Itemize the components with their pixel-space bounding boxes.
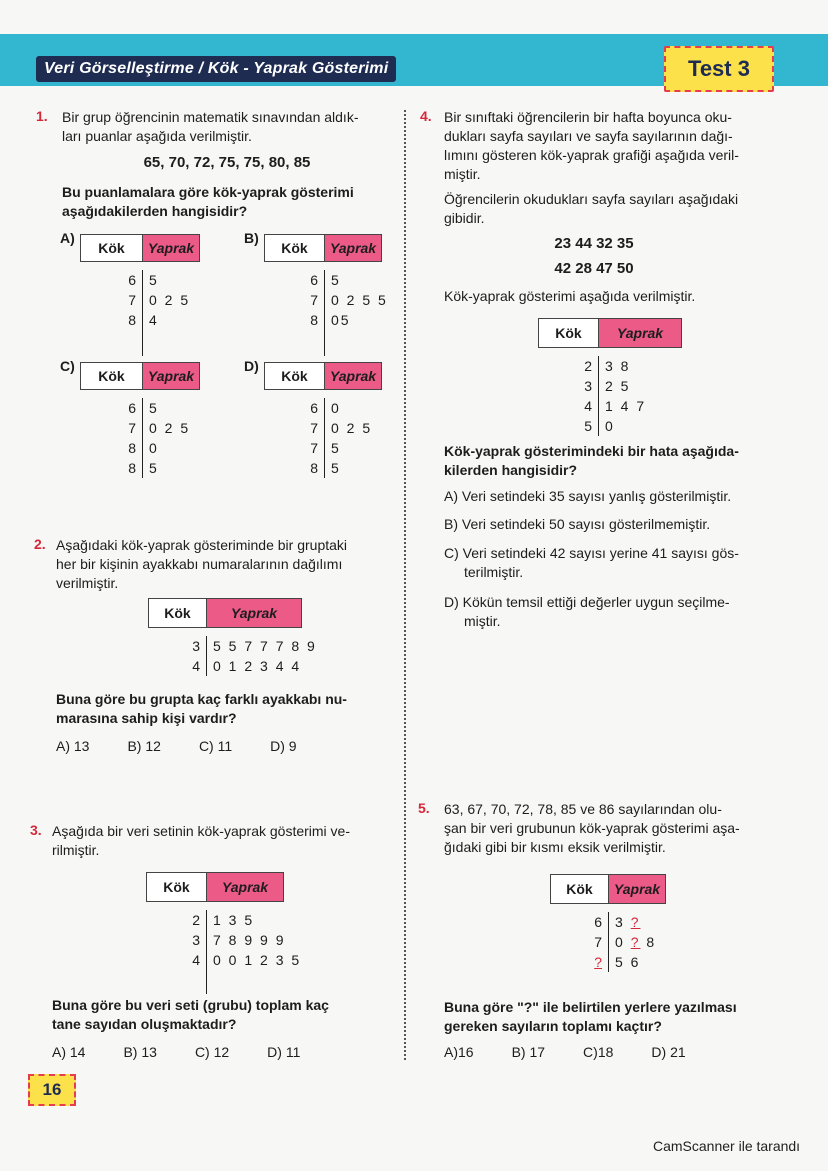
stem-cell: 7 [128,420,136,436]
q5-number: 5. [418,800,430,816]
q1-option-b-table [264,234,388,330]
q5-choice-d[interactable]: D) 21 [651,1044,686,1060]
leaf-header: Yaprak [206,598,302,628]
stem-cell: 7 [310,440,318,456]
q5-choices [444,1044,724,1060]
leaf-digits: 8 [640,934,657,950]
stem-cell: 4 [584,398,592,414]
q1-line2: ları puanlar aşağıda verilmiştir. [62,128,252,144]
q4-line1: Bir sınıftaki öğrencilerin bir hafta boyunca oku- [444,109,732,125]
leaf-cell: 0 1 2 3 4 4 [206,656,301,676]
scanner-watermark: CamScanner ile tarandı [653,1138,801,1154]
test-badge: Test 3 [664,46,774,92]
leaf-cell: 0 2 5 5 [324,290,388,310]
q4-line6: gibidir. [444,210,485,226]
q5-question [444,998,782,1036]
stem-cell: 7 [594,934,602,950]
leaf-cell [608,912,640,932]
q4-data-row2: 42 28 47 50 [554,260,634,277]
q3-choices [52,1044,338,1060]
q1-text [62,108,392,146]
q3-line2: rilmiştir. [52,842,100,858]
q3-ask2: tane sayıdan oluşmaktadır? [52,1016,237,1032]
q4-option-c-line2: terilmiştir. [464,564,524,580]
leaf-cell: 0 [142,438,159,458]
q2-question [56,690,396,728]
stem-cell: 5 [584,418,592,434]
leaf-cell: 1 3 5 [206,910,254,930]
q2-choices [56,738,335,754]
leaf-header: Yaprak [206,872,284,902]
q1-option-b-label[interactable]: B) [244,230,259,246]
stem-cell: 8 [310,312,318,328]
q4-option-b[interactable]: B) Veri setindeki 50 sayısı gösterilmemiştir. [444,516,711,532]
q1-number: 1. [36,108,48,124]
page-number: 16 [28,1074,76,1106]
stem-cell: 6 [310,272,318,288]
leaf-cell: 3 8 [598,356,630,376]
stem-cell: 8 [128,440,136,456]
leaf-header: Yaprak [598,318,682,348]
leaf-cell: 2 5 [598,376,630,396]
leaf-cell: 5 [142,458,159,478]
stem-header: Kök [80,234,142,262]
q1-option-a-label[interactable]: A) [60,230,75,246]
q5-choice-a[interactable]: A)16 [444,1044,474,1060]
leaf-cell: 0 [598,416,615,436]
stem-cell: 3 [192,932,200,948]
leaf-header: Yaprak [142,234,200,262]
column-divider [404,110,406,1060]
q1-line1: Bir grup öğrencinin matematik sınavından aldık- [62,109,359,125]
stem-cell: 7 [310,292,318,308]
leaf-cell: 0 2 5 [142,418,190,438]
stem-cell: 8 [128,460,136,476]
stem-cell: 3 [192,638,200,654]
q2-line1: Aşağıdaki kök-yaprak gösteriminde bir gruptaki [56,537,348,553]
q2-stem-leaf-table [148,598,317,676]
q3-choice-b[interactable]: B) 13 [123,1044,157,1060]
q3-line1: Aşağıda bir veri setinin kök-yaprak gösterimi ve- [52,823,351,839]
q5-ask1: Buna göre "?" ile belirtilen yerlere yazılması [444,999,737,1015]
q4-line4: miştir. [444,166,481,182]
missing-leaf: ? [630,914,641,930]
q5-choice-c[interactable]: C)18 [583,1044,614,1060]
stem-cell: 2 [584,358,592,374]
q1-option-d-table [264,362,382,478]
q3-choice-a[interactable]: A) 14 [52,1044,86,1060]
q4-question [444,442,782,480]
stem-header: Kök [146,872,206,902]
leaf-digits: 0 [615,934,631,950]
stem-header: Kök [80,362,142,390]
leaf-cell: 0 0 1 2 3 5 [206,950,301,970]
leaf-cell: 5 6 [608,952,640,972]
q1-ask1: Bu puanlamalara göre kök-yaprak gösterimi [62,184,354,200]
stem-cell: 6 [128,272,136,288]
stem-header: Kök [264,234,324,262]
q4-stem-leaf-table [538,318,682,436]
q3-number: 3. [30,822,42,838]
q3-choice-d[interactable]: D) 11 [267,1044,301,1060]
stem-cell: 3 [584,378,592,394]
q4-option-a[interactable]: A) Veri setindeki 35 sayısı yanlış gösterilmiştir. [444,488,732,504]
leaf-cell: 5 [324,270,341,290]
leaf-cell: 0 [324,398,341,418]
leaf-cell: 4 [142,310,159,330]
stem-header: Kök [148,598,206,628]
q5-ask2: gereken sayıların toplamı kaçtır? [444,1018,662,1034]
stem-cell: 6 [310,400,318,416]
q3-ask1: Buna göre bu veri seti (grubu) toplam kaç [52,997,329,1013]
q2-line3: verilmiştir. [56,575,119,591]
leaf-cell: 0 2 5 [142,290,190,310]
leaf-cell: 1 4 7 [598,396,646,416]
q2-choice-d[interactable]: D) 9 [270,738,297,754]
stem-header: Kök [550,874,608,904]
q1-option-c-table [80,362,200,478]
leaf-header: Yaprak [324,362,382,390]
leaf-cell: 5 [324,458,341,478]
q4-ask1: Kök-yaprak gösterimindeki bir hata aşağıda- [444,443,739,459]
q2-text [56,536,392,593]
q1-option-d-label[interactable]: D) [244,358,259,374]
leaf-header: Yaprak [608,874,666,904]
q4-line5: Öğrencilerin okudukları sayfa sayıları aşağıdaki [444,191,739,207]
leaf-cell: 7 8 9 9 9 [206,930,286,950]
q4-data-row1: 23 44 32 35 [554,235,634,252]
leaf-cell: 5 5 7 7 7 8 9 [206,636,317,656]
leaf-header: Yaprak [142,362,200,390]
stem-cell: 7 [310,420,318,436]
leaf-cell [608,932,656,952]
q1-question [62,183,392,221]
leaf-header: Yaprak [324,234,382,262]
leaf-digits: 3 [615,914,631,930]
q5-line3: ğıdaki gibi bir kısmı eksik verilmiştir. [444,839,666,855]
q5-line1: 63, 67, 70, 72, 78, 85 ve 86 sayılarından olu- [444,801,722,817]
stem-header: Kök [538,318,598,348]
leaf-cell: 5 [142,398,159,418]
q4-ask2: kilerden hangisidir? [444,462,578,478]
stem-cell: 2 [192,912,200,928]
q4-intro: Kök-yaprak gösterimi aşağıda verilmiştir. [444,288,696,304]
leaf-cell: 05 [324,310,351,330]
q4-option-d-line1: D) Kökün temsil ettiği değerler uygun seçilme- [444,594,730,610]
leaf-cell: 0 2 5 [324,418,372,438]
q4-option-d[interactable] [444,593,782,631]
stem-cell: 6 [594,914,602,930]
q2-choice-a[interactable]: A) 13 [56,738,90,754]
missing-stem: ? [594,954,602,970]
q5-line2: şan bir veri grubunun kök-yaprak gösterimi aşa- [444,820,740,836]
stem-cell: 4 [192,952,200,968]
stem-cell: 6 [128,400,136,416]
q1-data: 65, 70, 72, 75, 75, 80, 85 [143,154,311,171]
missing-leaf: ? [630,934,641,950]
stem-header: Kök [264,362,324,390]
q4-text [444,108,782,228]
leaf-cell: 5 [142,270,159,290]
stem-cell: 4 [192,658,200,674]
q2-choice-c[interactable]: C) 11 [198,738,233,754]
q1-ask2: aşağıdakilerden hangisidir? [62,203,248,219]
q2-number: 2. [34,536,46,552]
q4-line3: lımını gösteren kök-yaprak grafiği aşağıda veril- [444,147,739,163]
q5-stem-leaf-table [550,874,666,972]
q3-choice-c[interactable]: C) 12 [194,1044,230,1060]
q2-line2: her bir kişinin ayakkabı numaralarının dağılımı [56,556,343,572]
q5-choice-b[interactable]: B) 17 [511,1044,546,1060]
q2-ask2: marasına sahip kişi vardır? [56,710,237,726]
q2-choice-b[interactable]: B) 12 [127,738,161,754]
q4-option-c-line1: C) Veri setindeki 42 sayısı yerine 41 sayısı gös- [444,545,739,561]
q4-number: 4. [420,108,432,124]
q2-ask1: Buna göre bu grupta kaç farklı ayakkabı nu- [56,691,347,707]
q3-question [52,996,396,1034]
q1-option-a-table [80,234,200,330]
stem-cell: 8 [128,312,136,328]
q4-option-c[interactable] [444,544,782,582]
stem-cell: 8 [310,460,318,476]
q3-stem-leaf-table [146,872,301,970]
page-title: Veri Görselleştirme / Kök - Yaprak Gösterimi [36,56,396,82]
q4-option-d-line2: miştir. [464,613,501,629]
q4-line2: dukları sayfa sayıları ve sayfa sayılarının dağı- [444,128,733,144]
q5-text [444,800,782,857]
leaf-cell: 5 [324,438,341,458]
stem-cell: 7 [128,292,136,308]
q1-option-c-label[interactable]: C) [60,358,75,374]
q3-text [52,822,392,860]
